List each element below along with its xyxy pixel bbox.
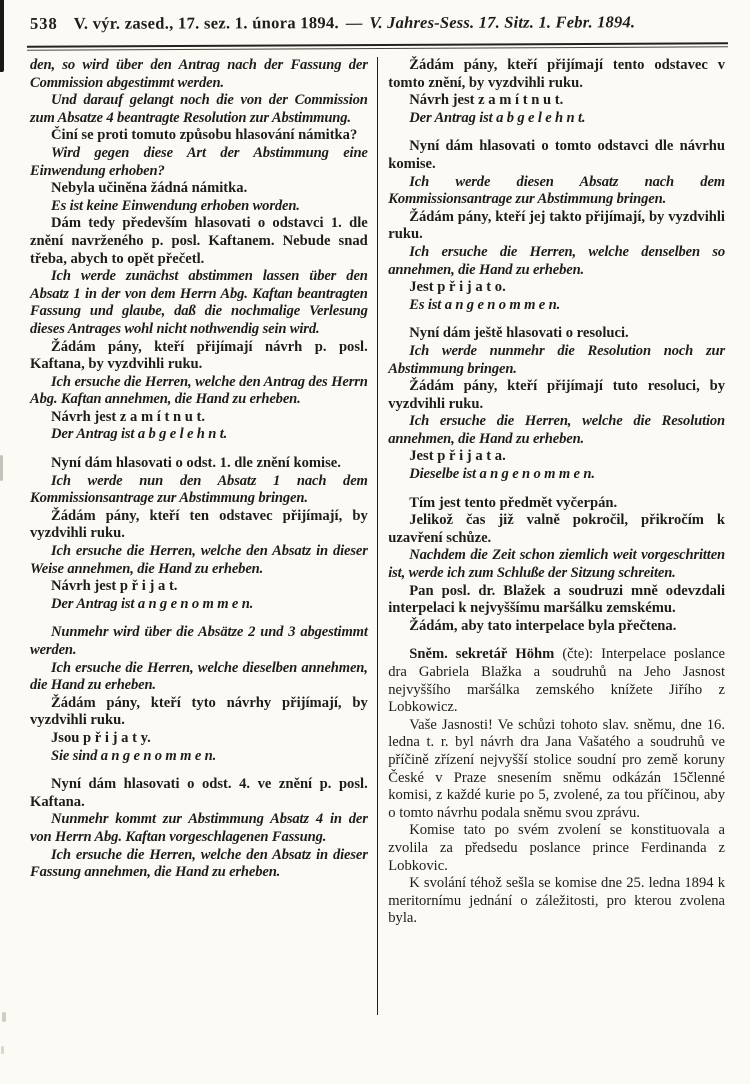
paragraph: Jest p ř i j a t a. [409,448,506,465]
paragraph: Wird gegen diese Art der Abstimmung eine Einwendung erhoben? [30,144,368,179]
paragraph: den, so wird über den Antrag nach der Fassung der Commission abgestimmt werden. [30,57,368,91]
paragraph: Ich werde nun den Absatz 1 nach dem Kommissionsantrage zur Abstimmung bringen. [30,472,368,507]
paragraph: Nyní dám ještě hlasovati o resoluci. [409,325,629,342]
scan-smudge [2,1012,6,1022]
paragraph: Dám tedy především hlasovati o odstavci 1. dle znění navrženého p. posl. Kaftanem. Nebude snad třeba, abych to opět přečetl. [30,215,368,267]
page-number: 538 [29,13,58,33]
header-german-session: V. Jahres-Sess. 17. Sitz. 1. Febr. 1894. [369,12,636,33]
paragraph: Komise tato po svém zvolení se konstituovala a zvolila za předsedu poslance prince Ferdinanda z Lobkovic. [388,822,725,874]
paragraph: Der Antrag ist a n g e n o m m e n. [51,595,254,612]
paragraph: Ich werde diesen Absatz nach dem Kommissionsantrage zur Abstimmung bringen. [388,173,725,208]
paragraph: Ich ersuche die Herren, welche denselben so annehmen, die Hand zu erheben. [388,243,725,278]
paragraph: Nyní dám hlasovati o tomto odstavci dle návrhu komise. [388,138,725,172]
paragraph: Tím jest tento předmět vyčerpán. [409,494,618,511]
paragraph: Žádám pány, kteří ten odstavec přijímají, by vyzdvihli ruku. [30,507,368,542]
paragraph: Vaše Jasnosti! Ve schůzi tohoto slav. sněmu, dne 16. ledna t. r. byl návrh dra Jana Vašatého a soudruhů ve příčině zřízení nejvyšší stolice soudní pro země koruny České v Praze snesením sněmu odkázán 15členné komisi, z každé kurie po 5, zvolené, za tou příčinou, aby o tomto návrhu podala sněmu svou zprávu. [388,716,725,821]
scan-edge-artifact [0,0,4,72]
paragraph: Jelikož čas již valně pokročil, přikročím k uzavření schůze. [388,512,725,546]
paragraph: Ich ersuche die Herren, welche die Resolution annehmen, die Hand zu erheben. [388,413,725,447]
paragraph: K svolání téhož sešla se komise dne 25. ledna 1894 k meritornímu jednání o záležitosti, pro kterou zvolena byla. [388,875,725,927]
paragraph: Sněm. sekretář Höhm (čte): Interpelace poslance dra Gabriela Blažka a soudruhů na Jeho Jasnost nejvyššího maršálka zemského knížete Jiřího z Lobkowicz. [388,646,725,716]
paragraph: Der Antrag ist a b g e l e h n t. [409,109,586,126]
paragraph: Činí se proti tomuto způsobu hlasování námitka? [51,127,358,144]
paragraph: Návrh jest p ř i j a t. [51,578,178,595]
right-column [378,57,725,928]
paragraph: Žádám pány, kteří tyto návrhy přijímají, by vyzdvihli ruku. [30,694,368,729]
paragraph: Ich ersuche die Herren, welche den Absatz in dieser Fassung annehmen, die Hand zu erheben. [30,846,368,881]
scan-smudge [0,455,3,481]
paragraph: Ich werde zunächst abstimmen lassen über den Absatz 1 in der von dem Herrn Abg. Kaftan beantragten Fassung und glaube, daß die nochmalige Verlesung dieses Antrages wohl nicht nothwendig sein wird. [30,268,368,337]
paragraph: Dieselbe ist a n g e n o m m e n. [409,466,595,483]
paragraph: Ich werde nunmehr die Resolution noch zur Abstimmung bringen. [388,342,725,377]
paragraph: Návrh jest z a m í t n u t. [409,92,564,109]
header-separator: — [345,13,363,33]
paragraph: Žádám pány, kteří přijímají tuto resoluci, by vyzdvihli ruku. [388,378,725,412]
paragraph: Nyní dám hlasovati o odst. 4. ve znění p. posl. Kaftana. [30,776,368,810]
speaker-name: Sněm. sekretář Höhm [409,646,555,663]
paragraph: Nachdem die Zeit schon ziemlich weit vorgeschritten ist, werde ich zum Schluße der Sitzung schreiten. [388,547,725,582]
scan-smudge [1,1046,4,1054]
paragraph: Nunmehr kommt zur Abstimmung Absatz 4 in der von Herrn Abg. Kaftan vorgeschlagenen Fassung. [30,811,368,845]
paragraph: Návrh jest z a m í t n u t. [51,408,206,425]
paragraph: Der Antrag ist a b g e l e h n t. [51,426,228,443]
paragraph: Nunmehr wird über die Absätze 2 und 3 abgestimmt werden. [30,624,368,658]
paragraph: Es ist a n g e n o m m e n. [409,296,561,313]
paragraph: Sie sind a n g e n o m m e n. [51,747,217,764]
text-columns [30,57,725,1015]
header-czech-session: V. výr. zased., 17. sez. 1. února 1894. [73,13,339,33]
header-rule [27,42,728,50]
paragraph: Pan posl. dr. Blažek a soudruzi mně odevzdali interpelaci k nejvyššímu maršálku zemskému. [388,582,725,617]
paragraph: Ich ersuche die Herren, welche dieselben annehmen, die Hand zu erheben. [30,659,368,694]
page-header [30,12,730,34]
paragraph: Ich ersuche die Herren, welche den Absatz in dieser Weise annehmen, die Hand zu erheben. [30,543,368,577]
paragraph: Und darauf gelangt noch die von der Commission zum Absatze 4 beantragte Resolution zur Abstimmung. [30,92,368,126]
paragraph: Žádám pány, kteří jej takto přijímají, by vyzdvihli ruku. [388,208,725,243]
paragraph: Es ist keine Einwendung erhoben worden. [51,197,300,214]
paragraph: Žádám pány, kteří přijímají tento odstavec v tomto znění, by vyzdvihli ruku. [388,57,725,91]
paragraph: Ich ersuche die Herren, welche den Antrag des Herrn Abg. Kaftan annehmen, die Hand zu erheben. [30,373,368,408]
paragraph: Nebyla učiněna žádná námitka. [51,180,248,197]
paragraph: Jest p ř i j a t o. [409,279,506,296]
paragraph: Žádám, aby tato interpelace byla přečtena. [409,617,677,634]
left-column [30,57,377,882]
paragraph: Nyní dám hlasovati o odst. 1. dle znění komise. [51,455,341,472]
paragraph: Žádám pány, kteří přijímají návrh p. posl. Kaftana, by vyzdvihli ruku. [30,338,368,373]
paragraph: Jsou p ř i j a t y. [51,729,151,746]
